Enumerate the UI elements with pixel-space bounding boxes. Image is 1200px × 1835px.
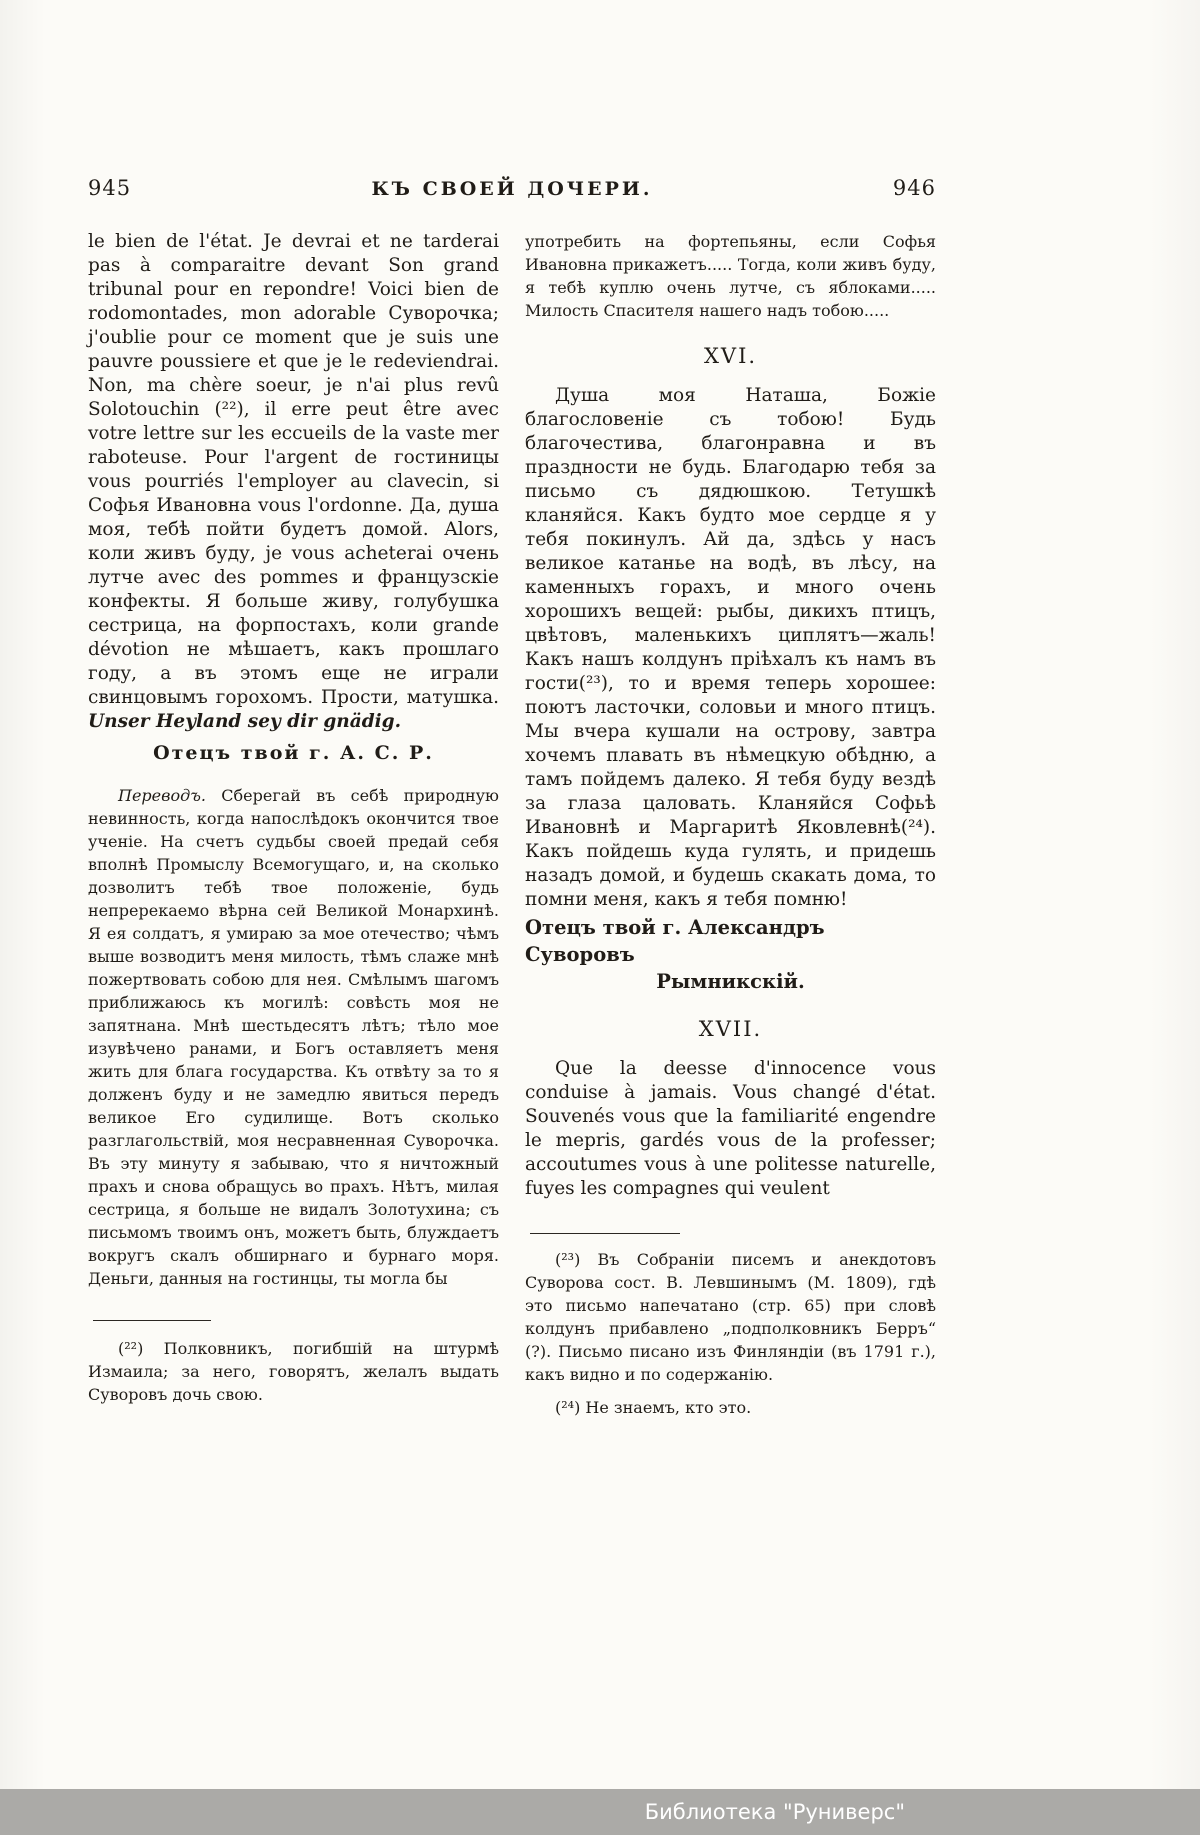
library-watermark: Библиотека "Руниверс" xyxy=(644,1800,905,1824)
signature-line-2: Рымникскій. xyxy=(656,970,805,993)
left-column xyxy=(88,230,499,1429)
watermark-band xyxy=(0,1789,1200,1835)
translation-continuation: употребить на фортепьяны, если Софья Ивановна прикажетъ..... Тогда, коли живъ буду, я тебѣ куплю очень лутче, съ яблоками..... Милость Спасителя нашего надъ тобою..... xyxy=(525,232,936,320)
footnote-22: (²²) Полковникъ, погибшій на штурмѣ Измаила; за него, говорятъ, желалъ выдать Суворовъ дочь свою. xyxy=(88,1339,499,1404)
signature-suvorov xyxy=(525,914,936,995)
footnote-divider-right xyxy=(530,1233,680,1234)
letter-xv-main: le bien de l'état. Je devrai et ne tarderai pas à comparaitre devant Son grand tribunal pour en repondre! Voici bien de rodomontades, mon adorable Суворочка; j'oublie pour ce moment que je suis une pauvre poussiere et que je le redeviendrai. Non, ma chère soeur, je n'ai plus revû Solotouchin (²²), il erre peut être avec votre lettre sur les eccueils de la vaste mer raboteuse. Pour l'argent de гостиницы vous pourriés l'employer au clavecin, si Софья Ивановна vous l'ordonne. Да, душа моя, тебѣ пойти будетъ домой. Alors, коли живъ буду, je vous acheterai очень лутче avec des pommes и французскіе конфекты. Я больше живу, голубушка сестрица, на форпостахъ, коли grande dévotion не мѣшаетъ, какъ прошлаго году, а въ этомъ еще не играли свинцовымъ горохомъ. Прости, матушка. xyxy=(88,231,499,708)
page-number-right: 946 xyxy=(892,176,936,200)
right-column xyxy=(525,230,936,1429)
signature-initials: Отецъ твой г. А. С. Р. xyxy=(153,742,434,764)
letter-xv-text xyxy=(88,230,499,734)
footnote-divider-left xyxy=(93,1320,211,1321)
footnote-23: (²³) Въ Собраніи писемъ и анекдотовъ Суворова сост. В. Левшинымъ (М. 1809), гдѣ это письмо напечатано (стр. 65) при словѣ колдунъ прибавлено „подполковникъ Берръ“ (?). Письмо писано изъ Финляндіи (въ 1791 г.), какъ видно и по содержанію. xyxy=(525,1250,936,1384)
running-title: КЪ СВОЕЙ ДОЧЕРИ. xyxy=(371,178,653,200)
page-header xyxy=(88,176,936,200)
page-number-left: 945 xyxy=(88,176,132,200)
footnote-24: (²⁴) Не знаемъ, кто это. xyxy=(555,1398,752,1417)
translation-label: Переводъ. xyxy=(118,786,206,805)
letter-xvii-text: Que la deesse d'innocence vous conduise à jamais. Vous changé d'état. Souvenés vous que la familiarité engendre le mepris, gardés vous de la professer; accoutumes vous à une politesse naturelle, fuyes les compagnes qui veulent xyxy=(525,1058,936,1199)
text-columns xyxy=(88,230,936,1429)
german-blessing: Unser Heyland sey dir gnädig. xyxy=(88,711,402,732)
section-heading-xvii: XVII. xyxy=(698,1017,763,1041)
letter-xvi-text: Душа моя Наташа, Божіе благословеніе съ тобою! Будь благочестива, благонравна и въ праздности не будь. Благодарю тебя за письмо съ дядюшкою. Тетушкѣ кланяйся. Какъ будто мое сердце я у тебя покинулъ. Ай да, здѣсь у насъ великое катанье на водѣ, въ лѣсу, на каменныхъ горахъ, и много очень хорошихъ вещей: рыбы, дикихъ птицъ, цвѣтовъ, маленькихъ циплятъ—жаль! Какъ нашъ колдунъ пріѣхалъ къ намъ въ гости(²³), то и время теперь хорошее: поютъ ласточки, соловьи и много птицъ. Мы вчера кушали на острову, завтра хочемъ плавать въ нѣмецкую обѣдню, а тамъ пойдемъ далеко. Я тебя буду вездѣ за глаза цаловать. Кланяйся Софьѣ Ивановнѣ и Маргаритѣ Яковлевнѣ(²⁴). Какъ пойдешь куда гулять, и придешь назадъ домой, и будешь скакать дома, то помни меня, какъ я тебя помню! xyxy=(525,385,936,910)
section-heading-xvi: XVI. xyxy=(703,344,758,368)
translation-body: Сберегай въ себѣ природную невинность, когда напослѣдокъ окончится твое ученіе. На счетъ судьбы своей предай себя вполнѣ Промыслу Всемогущаго, и, на сколько дозволитъ тебѣ твое положеніе, будь непререкаемо вѣрна сей Великой Монархинѣ. Я ея солдатъ, я умираю за мое отечество; чѣмъ выше возводитъ меня милость, тѣмъ слаже мнѣ пожертвовать собою для нея. Смѣлымъ шагомъ приближаюсь къ могилѣ: совѣсть моя не запятнана. Мнѣ шестьдесятъ лѣтъ; тѣло мое изувѣчено ранами, и Богъ оставляетъ меня жить для блага государства. Къ отвѣту за то я долженъ буду и не замедлю явиться передъ великое Его судилище. Вотъ сколько разглагольствій, моя несравненная Суворочка. Въ эту минуту я забываю, что я ничтожный прахъ и снова обращусь во прахъ. Нѣтъ, милая сестрица, я больше не видалъ Золотухина; съ письмомъ твоимъ онъ, можетъ быть, блуждаетъ вокругъ скалъ обширнаго и бурнаго моря. Деньги, данныя на гостинцы, ты могла бы xyxy=(88,786,499,1288)
signature-line-1: Отецъ твой г. Александръ Суворовъ xyxy=(525,916,825,966)
translation-paragraph xyxy=(88,784,499,1290)
